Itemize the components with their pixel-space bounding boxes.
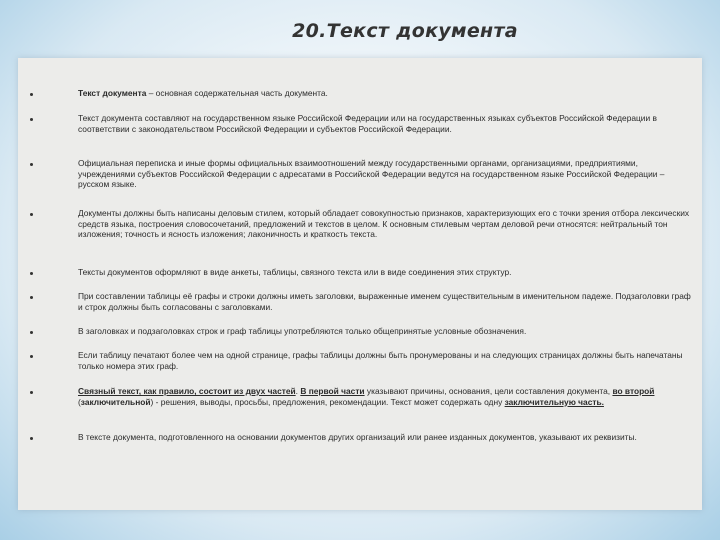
- bullet-text-segment: Документы должны быть написаны деловым стилем, который обладает совокупностью признаков, характеризующих его с точки зрения отбора лексических средств языка, построения словосочетаний, предложений и текстов в целом. К основным стилевым чертам деловой речи относятся: нейтральный тон изложения; точность и ясность изложения; лаконичность и краткость текста.: [78, 208, 690, 240]
- bullet-text-segment: В первой части: [300, 386, 365, 396]
- bullet-text: [78, 208, 694, 240]
- bullet-text-segment: во второй: [612, 386, 655, 396]
- bullet-text-segment: Если таблицу печатают более чем на одной странице, графы таблицы должны быть пронумерованы и на следующих страницах должны быть напечатаны только номера этих граф.: [78, 350, 683, 371]
- bullet-text-segment: Текст документа составляют на государственном языке Российской Федерации или на государственных языках субъектов Российской Федерации в соответствии с законодательством Российской Федерации и субъектов Российской Федерации.: [78, 113, 657, 134]
- bullet-dot-icon: [30, 331, 33, 334]
- bullet-text: [78, 350, 694, 371]
- bullet-text-segment: Тексты документов оформляют в виде анкеты, таблицы, связного текста или в виде соединения этих структур.: [78, 267, 512, 277]
- bullet-text-segment: Официальная переписка и иные формы официальных взаимоотношений между государственными органами, организациями, предприятиями, учреждениями субъектов Российской Федерации с адресатами в Российской Федерации ведутся на государственном языке Российской Федерации – русском языке.: [78, 158, 665, 190]
- bullet-dot-icon: [30, 118, 33, 121]
- bullet-dot-icon: [30, 437, 33, 440]
- bullet-text: [78, 432, 694, 443]
- bullet-text-segment: При составлении таблицы её графы и строки должны иметь заголовки, выраженные именем существительным в именительном падеже. Подзаголовки граф и строк должны быть согласованы с заголовками.: [78, 291, 691, 312]
- bullet-text: [78, 386, 694, 407]
- bullet-dot-icon: [30, 296, 33, 299]
- bullet-text-segment: В тексте документа, подготовленного на основании документов других организаций или ранее изданных документов, указывают их реквизиты.: [78, 432, 637, 442]
- bullet-text-segment: Связный текст, как правило, состоит из двух частей: [78, 386, 296, 396]
- bullet-text-segment: .: [295, 386, 301, 396]
- bullet-text-segment: ) - решения, выводы, просьбы, предложения, рекомендации. Текст может содержать одну: [150, 396, 505, 407]
- bullet-text-segment: указывают причины, основания, цели составления документа,: [364, 386, 613, 396]
- bullet-text-segment: – основная содержательная часть документа.: [146, 88, 328, 98]
- bullet-text-segment: В заголовках и подзаголовках строк и граф таблицы употребляются только общепринятые условные обозначения.: [78, 326, 527, 336]
- bullet-dot-icon: [30, 93, 33, 96]
- bullet-dot-icon: [30, 163, 33, 166]
- content-panel: [18, 58, 702, 510]
- bullet-dot-icon: [30, 355, 33, 358]
- bullet-text-segment: (: [78, 396, 81, 407]
- bullet-text: [78, 326, 694, 337]
- bullet-text-segment: заключительную часть.: [504, 396, 604, 407]
- bullet-text: [78, 267, 694, 278]
- bullet-text: [78, 158, 694, 190]
- bullet-text-segment: Текст документа: [78, 88, 147, 98]
- bullet-dot-icon: [30, 213, 33, 216]
- slide-title: 20.Текст документа: [292, 20, 518, 42]
- bullet-text-segment: заключительной: [80, 396, 151, 407]
- bullet-dot-icon: [30, 272, 33, 275]
- bullet-text: [78, 113, 694, 134]
- bullet-dot-icon: [30, 391, 33, 394]
- bullet-text: [78, 291, 694, 312]
- bullet-text: [78, 88, 694, 99]
